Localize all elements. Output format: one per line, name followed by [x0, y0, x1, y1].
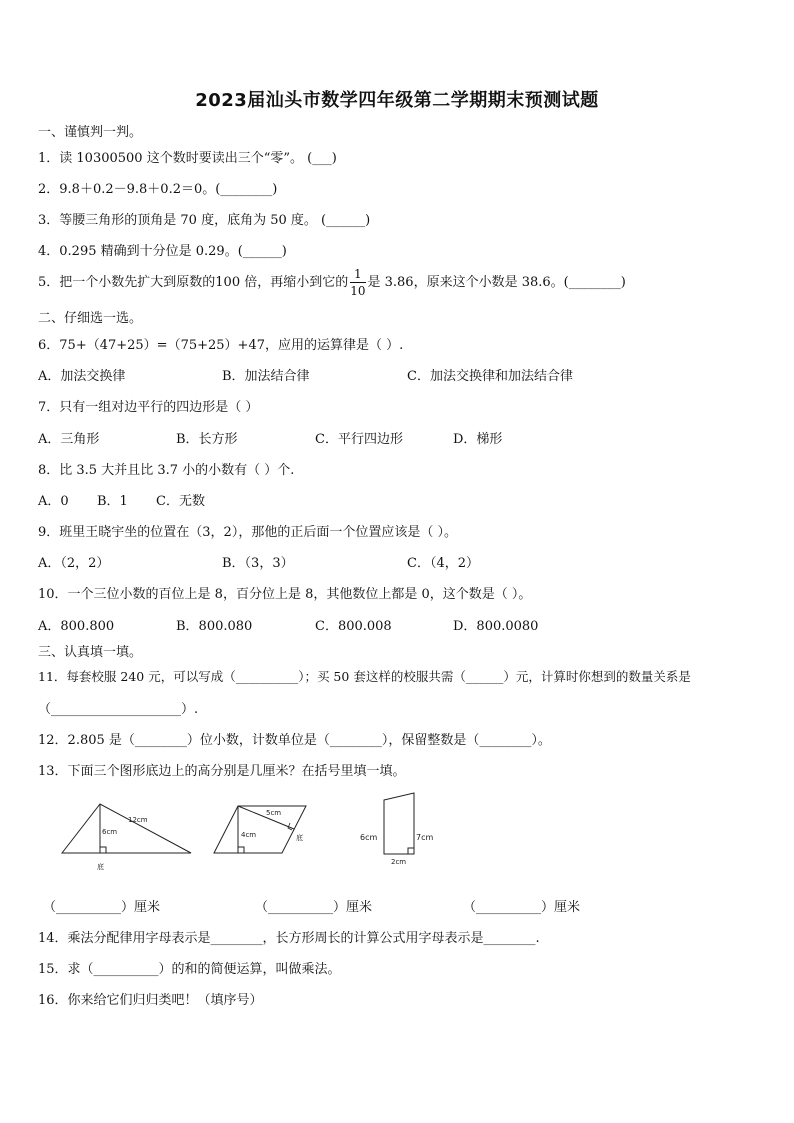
question-12: 12．2.805 是（________）位小数，计数单位是（________），保留整数是（________）。	[38, 733, 551, 748]
question-9-option-b: B．（3，3）	[222, 556, 294, 571]
triangle-base-label: 底	[97, 863, 104, 871]
question-8-option-b: B．1	[97, 494, 128, 509]
section-heading-2: 二、仔细选一选。	[38, 311, 143, 326]
question-9-option-a: A．（2，2）	[38, 556, 110, 571]
figure-trapezoid	[356, 788, 436, 868]
question-10: 10．一个三位小数的百位上是 8，百分位上是 8，其他数位上都是 0，这个数是（ ）。	[38, 587, 532, 602]
question-10-option-b: B．800.080	[176, 619, 253, 634]
figure-parallelogram	[210, 800, 315, 865]
page-title: 2023届汕头市数学四年级第二学期期末预测试题	[195, 90, 599, 111]
question-11-line-2: （____________________）.	[38, 702, 199, 717]
question-16: 16．你来给它们归归类吧！（填序号）	[38, 993, 263, 1008]
section-heading-1: 一、谨慎判一判。	[38, 125, 143, 140]
triangle-height-label: 6cm	[102, 828, 118, 836]
question-13-answer-1: （__________）厘米	[43, 900, 161, 915]
question-7-option-c: C．平行四边形	[315, 432, 403, 447]
question-7: 7．只有一组对边平行的四边形是（ ）	[38, 400, 259, 415]
trapezoid-bottom-label: 2cm	[391, 858, 407, 866]
question-8-option-a: A．0	[38, 494, 69, 509]
question-9-option-c: C．（4，2）	[407, 556, 479, 571]
question-4: 4．0.295 精确到十分位是 0.29。(______)	[38, 244, 287, 259]
question-8: 8．比 3.5 大并且比 3.7 小的小数有（ ）个.	[38, 463, 295, 478]
parallelogram-side-label: 5cm	[266, 809, 282, 817]
question-15: 15．求（__________）的和的简便运算，叫做乘法。	[38, 962, 341, 977]
question-10-option-a: A．800.800	[38, 619, 115, 634]
figure-triangle	[56, 800, 201, 875]
question-10-option-d: D．800.0080	[453, 619, 539, 634]
trapezoid-right-label: 7cm	[416, 833, 434, 842]
question-6-option-a: A．加法交换律	[38, 369, 126, 384]
trapezoid-left-label: 6cm	[360, 833, 378, 842]
parallelogram-base-label: 底	[296, 834, 303, 842]
question-7-option-a: A．三角形	[38, 432, 100, 447]
question-5-text-after: 是 3.86，原来这个小数是 38.6。(________)	[367, 275, 626, 290]
question-7-option-d: D．梯形	[453, 432, 503, 447]
question-11-line-1: 11．每套校服 240 元，可以写成（__________）；买 50 套这样的校服共需（______）元，计算时你想到的数量关系是	[38, 669, 691, 684]
parallelogram-height-label: 4cm	[241, 831, 257, 839]
question-7-option-b: B．长方形	[176, 432, 238, 447]
question-13-answer-3: （__________）厘米	[463, 900, 581, 915]
question-1: 1．读 10300500 这个数时要读出三个“零”。 (___)	[38, 151, 337, 166]
question-8-option-c: C．无数	[156, 494, 205, 509]
question-6: 6．75+（47+25）=（75+25）+47，应用的运算律是（ ）.	[38, 338, 404, 353]
question-3: 3．等腰三角形的顶角是 70 度，底角为 50 度。 (______)	[38, 213, 371, 228]
question-6-option-c: C．加法交换律和加法结合律	[407, 369, 573, 384]
question-13-answer-2: （__________）厘米	[255, 900, 373, 915]
question-2: 2．9.8＋0.2－9.8＋0.2＝0。(________)	[38, 182, 278, 197]
question-9: 9．班里王晓宇坐的位置在（3，2），那他的正后面一个位置应该是（ ）。	[38, 525, 457, 540]
question-5	[38, 266, 626, 300]
question-14: 14．乘法分配律用字母表示是________，长方形周长的计算公式用字母表示是________.	[38, 931, 540, 946]
section-heading-3: 三、认真填一填。	[38, 645, 143, 660]
fraction-one-tenth	[350, 268, 365, 297]
question-10-option-c: C．800.008	[315, 619, 392, 634]
question-6-option-b: B．加法结合律	[222, 369, 310, 384]
triangle-side-label: 12cm	[128, 816, 148, 824]
question-5-text-before: 5．把一个小数先扩大到原数的100 倍，再缩小到它的	[38, 275, 349, 290]
question-13: 13．下面三个图形底边上的高分别是几厘米？在括号里填一填。	[38, 764, 406, 779]
fraction-denominator: 10	[350, 284, 366, 298]
fraction-numerator: 1	[350, 268, 365, 283]
